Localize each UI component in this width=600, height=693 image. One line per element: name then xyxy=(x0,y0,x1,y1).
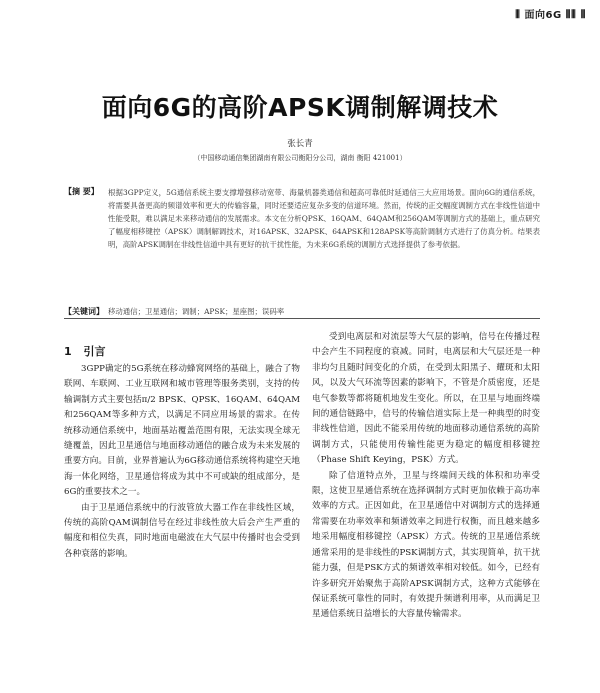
section-heading xyxy=(64,343,114,359)
running-head-bars-right: ⦀⦀ ⦀ xyxy=(565,8,586,21)
author: 张长青 xyxy=(287,139,313,149)
section-title: 引言 xyxy=(83,345,106,358)
running-head-bars-left: ⦀ xyxy=(515,8,521,21)
keywords-text: 移动通信；卫星通信；调制；APSK；星座图；误码率 xyxy=(108,307,285,316)
running-head xyxy=(515,6,586,22)
left-column xyxy=(64,362,300,693)
abstract-text: 根据3GPP定义，5G通信系统主要支撑增强移动宽带、海量机器类通信和超高可靠低时延通信三大应用场景。面向6G的通信系统，将需要具备更高的频谱效率和更大的传输容量，同时还要适应复杂多变的信道环境。然而，传统的正交幅度调制方式在非线性信道中性能受限，难以满足未来移动通信的发展需求。本文在分析QPSK、16QAM、64QAM和256QAM等调制方式的基础上，重点研究了幅度相移键控（APSK）调制解调技术，对16APSK、32APSK、64APSK和128APSK等高阶调制方式进行了仿真分析。结果表明，高阶APSK调制在非线性信道中具有更好的抗干扰性能，为未来6G系统的调制方式选择提供了参考依据。 xyxy=(108,188,540,249)
running-head-text: 面向6G xyxy=(524,10,562,21)
paper-title: 面向6G的高阶APSK调制解调技术 xyxy=(101,93,499,122)
paragraph: 由于卫星通信系统中的行波管放大器工作在非线性区域，传统的高阶QAM调制信号在经过非线性放大后会产生严重的幅度和相位失真，同时地面电磁波在大气层中传播时也会受到各种衰落的影响。 xyxy=(64,502,300,559)
abstract-label: 【摘 要】 xyxy=(64,187,99,196)
keywords-label: 【关键词】 xyxy=(64,307,104,316)
paragraph: 除了信道特点外，卫星与终端间天线的体积和功率受限，这使卫星通信系统在选择调制方式时更加依赖于高功率效率的方式。正因如此，在卫星通信中对调制方式的选择通常需要在功率效率和频谱效率之间进行权衡，而且越来越多地采用幅度相移键控（APSK）方式。传统的卫星通信系统通常采用的是非线性的PSK调制方式，其实现简单，抗干扰能力强，但是PSK方式的频谱效率相对较低。如今，已经有许多研究开始聚焦于高阶APSK调制方式，这种方式能够在保证系统可靠性的同时，有效提升频谱利用率，从而满足卫星通信系统日益增长的大容量传输需求。 xyxy=(312,470,540,620)
affiliation: （中国移动通信集团湖南有限公司衡阳分公司，湖南 衡阳 421001） xyxy=(193,154,407,162)
paragraph: 受到电离层和对流层等大气层的影响，信号在传播过程中会产生不同程度的衰减。同时，电离层和大气层还是一种非均匀且随时间变化的介质，在受到太阳黑子、耀斑和太阳风，以及大气环流等因素的影响下，不管是介质密度，还是电气参数等都将随机地发生变化。所以，在卫星与地面终端间的通信链路中，信号的传输信道实际上是一种典型的时变非线性信道，因此不能采用传统的地面移动通信系统的高阶调制方式，只能使用传输性能更为稳定的幅度相移键控（Phase Shift Keying，PSK）方式。 xyxy=(312,332,540,466)
paragraph: 3GPP确定的5G系统在移动蜂窝网络的基础上，融合了物联网、车联网、工业互联网和城市管理等服务类别，支持的传输调制方式主要包括π/2 BPSK、QPSK、16QAM、64QAM和256QAM等多种方式，以满足不同应用场景的需求。在传统移动通信系统中，地面基站覆盖范围有限，无法实现全球无缝覆盖，因此卫星通信与地面移动通信的融合成为未来发展的重要方向。目前，业界普遍认为6G移动通信系统将构建空天地海一体化网络，卫星通信将成为其中不可或缺的组成部分，是6G的重要技术之一。 xyxy=(64,364,300,498)
section-number: 1 xyxy=(64,345,72,358)
divider xyxy=(64,318,540,319)
right-column xyxy=(312,330,540,693)
